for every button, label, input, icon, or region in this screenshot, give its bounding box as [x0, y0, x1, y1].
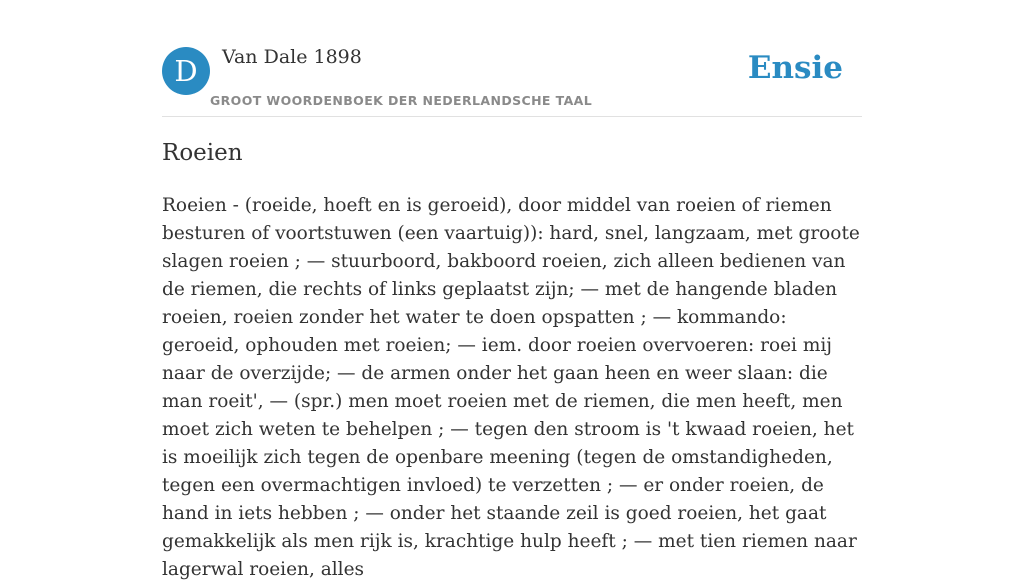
dictionary-title[interactable]: Van Dale 1898	[222, 46, 362, 68]
entry-definition: Roeien - (roeide, hoeft en is geroeid), door middel van roeien of riemen besturen of voortstuwen (een vaartuig)): hard, snel, langzaam, met groote slagen roeien ; — stuurboord, bakboord roeien, zich alleen bedienen van de riemen, die rechts of links geplaatst zijn; — met de hangende bladen roeien, roeien zonder het water te doen opspatten ; — kommando: geroeid, ophouden met roeien; — iem. door roeien overvoeren: roei mij naar de overzijde; — de armen onder het gaan heen en weer slaan: die man roeit', — (spr.) men moet roeien met de riemen, die men heeft, men moet zich weten te behelpen ; — tegen den stroom is 't kwaad roeien, het is moeilijk zich tegen de openbare meening (tegen de omstandigheden, tegen een overmachtigen invloed) te verzetten ; — er onder roeien, de hand in iets hebben ; — onder het staande zeil is goed roeien, het gaat gemakkelijk als men rijk is, krachtige hulp heeft ; — met tien riemen naar lagerwal roeien, alles	[162, 195, 860, 580]
dictionary-logo-icon[interactable]: D	[162, 47, 210, 95]
ensie-logo[interactable]: Ensie	[747, 50, 843, 86]
header	[162, 0, 862, 117]
dictionary-subtitle: GROOT WOORDENBOEK DER NEDERLANDSCHE TAAL	[210, 93, 593, 108]
entry-headword: Roeien	[162, 140, 243, 166]
